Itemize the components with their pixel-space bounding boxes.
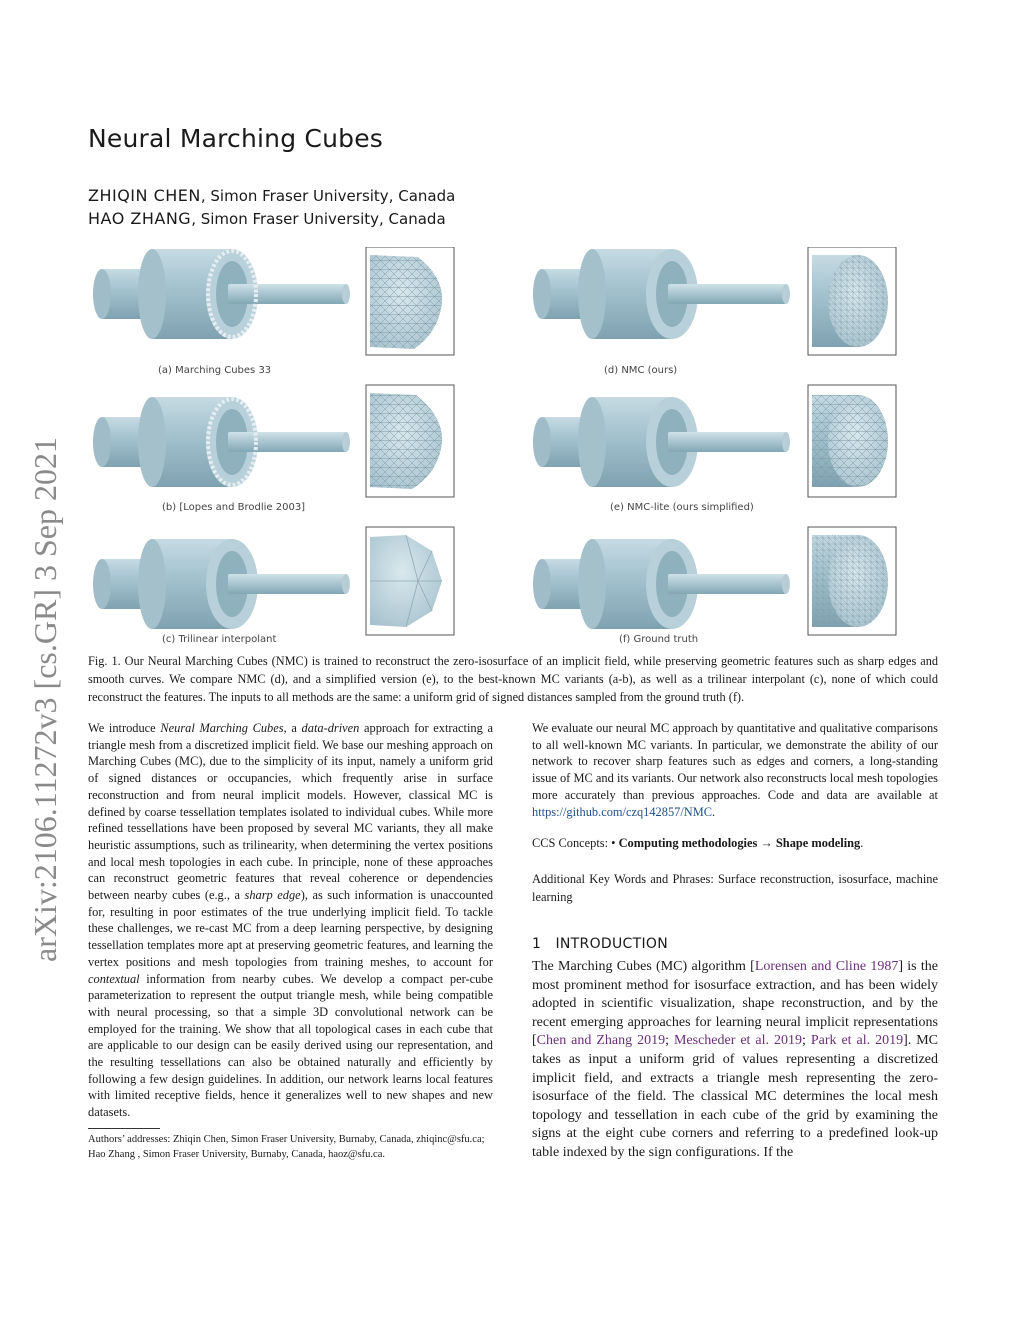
intro-text: ; <box>801 1033 811 1049</box>
author-1-name: ZHIQIN CHEN <box>88 186 201 205</box>
ccs-concepts <box>532 836 938 851</box>
abstract-emphasis: Neural Marching Cubes <box>160 721 284 735</box>
figure-1 <box>88 247 936 647</box>
code-link[interactable]: https://github.com/czq142857/NMC <box>532 804 713 819</box>
ccs-concept: Computing methodologies → Shape modeling <box>618 836 861 850</box>
intro-text: ]. MC takes as input a uniform grid of values representing a discretized implicit field, and extracts a triangle mesh representing the zero-isosurface of the field. The classical MC determines the local mesh topology and tessellation in each cube of the grid by examining the signs at the eight cube corners and referring to a predefined look-up table indexed by the sign configurations. If the <box>532 1033 939 1160</box>
section-number: 1 <box>532 936 542 952</box>
panel-d-label: (d) NMC (ours) <box>604 365 678 376</box>
figure-1-graphic <box>88 247 936 647</box>
abstract-right <box>532 720 938 820</box>
panel-f-model <box>533 539 790 629</box>
panel-b-label: (b) [Lopes and Brodlie 2003] <box>162 502 306 513</box>
intro-text: The Marching Cubes (MC) algorithm [ <box>532 959 755 974</box>
abstract-left <box>88 720 493 1121</box>
panel-f-zoom <box>808 527 896 635</box>
arxiv-stamp <box>18 372 68 962</box>
citation-link[interactable]: Park et al. 2019 <box>810 1033 904 1049</box>
abstract-text: We evaluate our neural MC approach by quantitative and qualitative comparisons to all well-known MC variants. In particular, we demonstrate the ability of our network to recover sharp features such as edges and corners, a long-standing issue of MC and its variants. Our network also reconstructs local mesh topologies more accurately than previous approaches. Code and data are available at <box>532 721 938 802</box>
citation-link[interactable]: Lorensen and Cline 1987 <box>754 959 899 974</box>
citation-link[interactable]: Mescheder et al. 2019 <box>673 1033 802 1049</box>
panel-a-label: (a) Marching Cubes 33 <box>158 365 272 376</box>
panel-c-zoom <box>366 527 454 635</box>
section-heading <box>532 936 668 952</box>
ccs-prefix: CCS Concepts: • <box>532 836 619 850</box>
abstract-text: , a <box>283 721 302 735</box>
author-1 <box>88 186 455 205</box>
section-title: INTRODUCTION <box>555 936 668 952</box>
author-2-affiliation: , Simon Fraser University, Canada <box>191 210 446 228</box>
abstract-emphasis: contextual <box>88 971 140 986</box>
panel-e-model <box>533 397 790 487</box>
panel-b-zoom <box>366 385 454 497</box>
abstract-text: approach for extracting a triangle mesh from a discretized implicit field. We base our meshing approach on Marching Cubes (MC), due to the simplicity of its input, namely a uniform grid of signed distances or occupancies, which frequently arise in surface reconstruction and from neural implicit models. However, classical MC is defined by coarse tessellation templates isolated to individual cubes. While more refined tessellations have been proposed by several MC variants, they all make heuristic assumptions, such as trilinearity, when determining the vertex positions and local mesh topologies in each cube. In principle, none of these approaches can reconstruct geometric features that reveal coherence or dependencies between nearby cubes (e.g., a <box>88 721 493 903</box>
abstract-text: ), as such information is unaccounted for, resulting in poor estimates of the true underlying implicit field. To tackle these challenges, we re-cast MC from a deep learning perspective, by designing tessellation templates more apt at preserving geometric features, and learning the vertex positions and mesh topologies from training meshes, to account for <box>88 888 494 969</box>
paper-title: Neural Marching Cubes <box>88 124 384 153</box>
abstract-text: We introduce <box>88 721 161 735</box>
arxiv-stamp-text: arXiv:2106.11272v3 [cs.GR] 3 Sep 2021 <box>27 437 63 962</box>
author-2-name: HAO ZHANG <box>88 209 192 228</box>
panel-b-model <box>93 397 350 487</box>
abstract-emphasis: data-driven <box>301 721 360 735</box>
intro-paragraph <box>532 958 938 1163</box>
intro-text: ; <box>665 1033 674 1049</box>
panel-d-model <box>533 249 790 339</box>
ccs-suffix: . <box>860 836 864 850</box>
panel-f-label: (f) Ground truth <box>619 634 699 645</box>
author-1-affiliation: , Simon Fraser University, Canada <box>200 187 456 205</box>
authors-addresses: Authors’ addresses: Zhiqin Chen, Simon Fraser University, Burnaby, Canada, zhiqinc@sfu.ca; Hao Zhang , Simon Fraser University, Burnaby, Canada, haoz@sfu.ca. <box>88 1134 485 1160</box>
author-2 <box>88 209 446 228</box>
panel-a-model <box>93 249 350 339</box>
intro-text: ] is the most prominent method for isosurface extraction, and has been widely adopted in scientific visualization, shape reconstruction, and by the recent emerging approaches for learning neural implicit representations [ <box>532 959 939 1049</box>
abstract-emphasis: sharp edge <box>244 888 301 903</box>
keywords: Additional Key Words and Phrases: Surface reconstruction, isosurface, machine learning <box>532 872 938 904</box>
footnote-rule <box>88 1128 160 1129</box>
panel-d-zoom <box>808 247 896 355</box>
panel-e-label: (e) NMC-lite (ours simplified) <box>610 502 754 513</box>
panel-c-model <box>93 539 350 629</box>
panel-a-zoom <box>366 247 454 355</box>
abstract-text: information from nearby cubes. We develop a compact per-cube parameterization to represent the output triangle mesh, while being compatible with neural processing, so that a simple 3D convolutional network can be employed for the training. We show that all topological cases in each cube that are applicable to our design can be easily derived using our representation, and the resulting tessellations can also be obtained naturally and efficiently by following a few design guidelines. In addition, our network learns local features with limited receptive fields, hence it generalizes well to new shapes and new datasets. <box>88 971 493 1120</box>
figure-caption: Fig. 1. Our Neural Marching Cubes (NMC) is trained to reconstruct the zero-isosurface of an implicit field, while preserving geometric features such as sharp edges and smooth curves. We compare NMC (d), and a simplified version (e), to the best-known MC variants (a-b), as well as a trilinear interpolant (c), none of which could reconstruct the features. The inputs to all methods are the same: a uniform grid of signed distances sampled from the ground truth (f). <box>88 654 938 704</box>
panel-e-zoom <box>808 385 896 497</box>
citation-link[interactable]: Chen and Zhang 2019 <box>536 1033 666 1049</box>
abstract-text: . <box>712 804 716 819</box>
panel-c-label: (c) Trilinear interpolant <box>162 634 277 645</box>
